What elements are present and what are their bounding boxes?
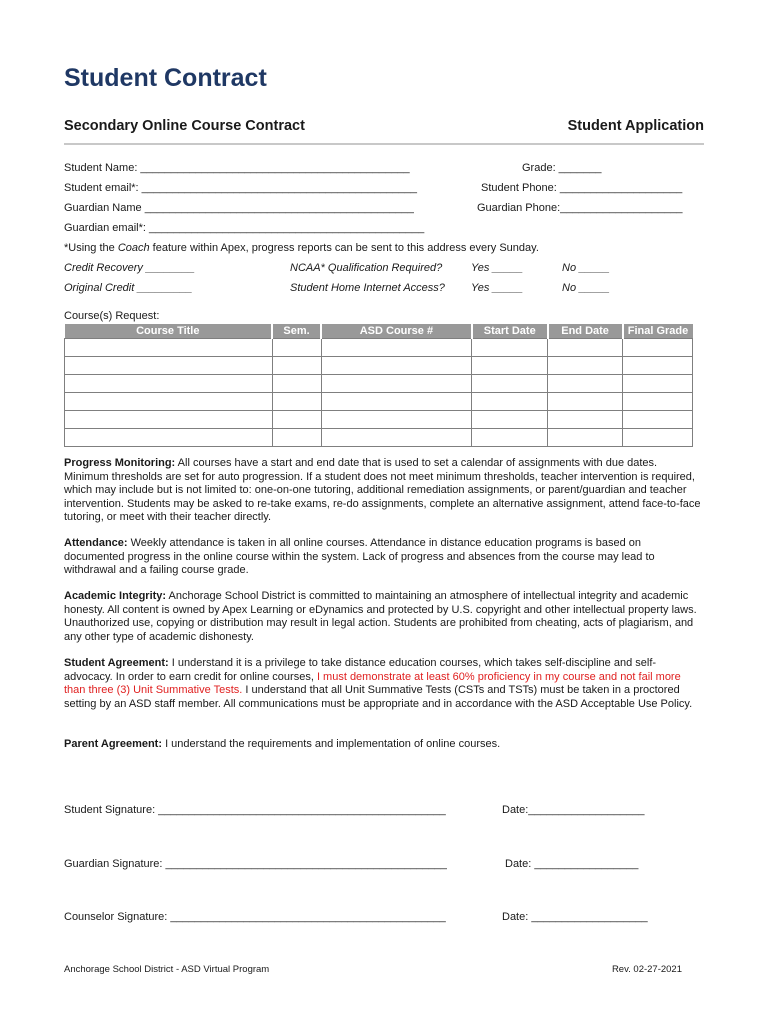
guardian-date-field[interactable]: Date: _________________ bbox=[505, 858, 639, 870]
course-request-table bbox=[64, 324, 693, 447]
application-subtitle: Student Application bbox=[567, 118, 704, 134]
student-name-field[interactable]: Student Name: ____________________________________________ bbox=[64, 162, 410, 174]
courses-label: Course(s) Request: bbox=[64, 310, 160, 322]
table-cell[interactable] bbox=[623, 393, 693, 411]
table-cell[interactable] bbox=[65, 357, 273, 375]
table-cell[interactable] bbox=[321, 411, 472, 429]
table-cell[interactable] bbox=[65, 429, 273, 447]
guardian-signature-field[interactable]: Guardian Signature: ______________________________________________ bbox=[64, 858, 447, 870]
table-cell[interactable] bbox=[472, 375, 548, 393]
table-cell[interactable] bbox=[623, 357, 693, 375]
table-cell[interactable] bbox=[321, 339, 472, 357]
column-semester: Sem. bbox=[272, 324, 321, 339]
parent-agreement-paragraph bbox=[64, 738, 704, 752]
academic-integrity-text: Anchorage School District is committed to maintaining an atmosphere of intellectual integrity and academic honesty. All content is owned by Apex Learning or eDynamics and protected by U.S. copyright and other intellectual property laws. Unauthorized use, copying or distribution may result in legal action. Students are prohibited from cheating, acts of plagiarism, and any other type of academic dishonesty. bbox=[64, 590, 697, 643]
ncaa-no-field[interactable]: No _____ bbox=[562, 262, 610, 274]
ncaa-question: NCAA* Qualification Required? bbox=[290, 262, 443, 274]
table-cell[interactable] bbox=[548, 375, 623, 393]
table-row bbox=[65, 411, 693, 429]
internet-no-field[interactable]: No _____ bbox=[562, 282, 610, 294]
table-cell[interactable] bbox=[272, 339, 321, 357]
student-phone-field[interactable]: Student Phone: ____________________ bbox=[481, 182, 683, 194]
table-cell[interactable] bbox=[65, 339, 273, 357]
table-cell[interactable] bbox=[272, 429, 321, 447]
header-divider bbox=[64, 143, 704, 145]
parent-agreement-text: I understand the requirements and implementation of online courses. bbox=[162, 738, 501, 750]
column-asd-course-number: ASD Course # bbox=[321, 324, 472, 339]
progress-monitoring-text: All courses have a start and end date that is used to set a calendar of assignments with due dates. Minimum thresholds are set for auto progression. If a student does not meet minimum thresholds, teacher intervention is required, which may include but is not limited to: one-on-one tutoring, additional remediation assignments, or parent/guardian and teacher intervention. Students may be asked to re-take exams, re-do assignments, complete an alternative assignment, attend face-to-face tutoring, or meet with their teacher directly. bbox=[64, 457, 701, 524]
counselor-signature-field[interactable]: Counselor Signature: _____________________________________________ bbox=[64, 911, 446, 923]
contract-subtitle: Secondary Online Course Contract bbox=[64, 118, 305, 134]
table-header-row bbox=[65, 324, 693, 339]
page-title: Student Contract bbox=[64, 64, 267, 92]
column-course-title: Course Title bbox=[65, 324, 273, 339]
table-row bbox=[65, 429, 693, 447]
proficiency-requirement: I must demonstrate at least 60% proficiency in my course and not fail more than three (3) Unit Summative Tests. bbox=[64, 670, 681, 697]
column-end-date: End Date bbox=[548, 324, 623, 339]
student-email-field[interactable]: Student email*: _____________________________________________ bbox=[64, 182, 417, 194]
table-cell[interactable] bbox=[548, 429, 623, 447]
footer-revision: Rev. 02-27-2021 bbox=[611, 964, 682, 975]
table-cell[interactable] bbox=[472, 411, 548, 429]
table-cell[interactable] bbox=[472, 357, 548, 375]
table-cell[interactable] bbox=[623, 429, 693, 447]
guardian-email-field[interactable]: Guardian email*: _____________________________________________ bbox=[64, 222, 425, 234]
guardian-name-field[interactable]: Guardian Name ____________________________________________ bbox=[64, 202, 414, 214]
table-row bbox=[65, 357, 693, 375]
table-cell[interactable] bbox=[272, 357, 321, 375]
table-cell[interactable] bbox=[321, 393, 472, 411]
table-cell[interactable] bbox=[65, 411, 273, 429]
table-cell[interactable] bbox=[272, 393, 321, 411]
table-cell[interactable] bbox=[548, 339, 623, 357]
attendance-text: Weekly attendance is taken in all online courses. Attendance in distance education programs is based on documented progress in the online course within the system. Lack of progress and absences from the course may lead to withdrawal and a failing course grade. bbox=[64, 537, 655, 577]
ncaa-yes-field[interactable]: Yes _____ bbox=[471, 262, 523, 274]
parent-agreement-heading: Parent Agreement: bbox=[64, 738, 163, 750]
table-cell[interactable] bbox=[548, 357, 623, 375]
academic-integrity-paragraph bbox=[64, 590, 704, 644]
coach-note-em: Coach bbox=[117, 242, 150, 254]
student-agreement-paragraph bbox=[64, 657, 704, 711]
table-cell[interactable] bbox=[321, 375, 472, 393]
table-row bbox=[65, 339, 693, 357]
progress-monitoring-heading: Progress Monitoring: bbox=[64, 457, 176, 469]
coach-note-post: feature within Apex, progress reports can be sent to this address every Sunday. bbox=[149, 242, 539, 254]
counselor-date-field[interactable]: Date: ___________________ bbox=[502, 911, 648, 923]
coach-note bbox=[64, 242, 539, 254]
table-cell[interactable] bbox=[65, 393, 273, 411]
table-cell[interactable] bbox=[623, 411, 693, 429]
table-cell[interactable] bbox=[548, 411, 623, 429]
table-cell[interactable] bbox=[623, 339, 693, 357]
grade-field[interactable]: Grade: _______ bbox=[522, 162, 602, 174]
table-row bbox=[65, 375, 693, 393]
progress-monitoring-paragraph bbox=[64, 457, 704, 525]
table-cell[interactable] bbox=[321, 357, 472, 375]
coach-note-pre: *Using the bbox=[64, 242, 118, 254]
internet-yes-field[interactable]: Yes _____ bbox=[471, 282, 523, 294]
table-cell[interactable] bbox=[548, 393, 623, 411]
table-cell[interactable] bbox=[321, 429, 472, 447]
internet-question: Student Home Internet Access? bbox=[290, 282, 445, 294]
original-credit-field[interactable]: Original Credit _________ bbox=[64, 282, 193, 294]
table-cell[interactable] bbox=[472, 339, 548, 357]
student-agreement-heading: Student Agreement: bbox=[64, 657, 169, 669]
student-agreement-text-2: I understand that all Unit Summative Tests (CSTs and TSTs) must be taken in a proctored setting by an ASD staff member. All communications must be appropriate and in accordance with the ASD Acceptable Use Policy. bbox=[64, 684, 693, 710]
table-cell[interactable] bbox=[472, 429, 548, 447]
academic-integrity-heading: Academic Integrity: bbox=[64, 590, 167, 602]
column-final-grade: Final Grade bbox=[623, 324, 693, 339]
table-cell[interactable] bbox=[65, 375, 273, 393]
table-cell[interactable] bbox=[472, 393, 548, 411]
student-signature-field[interactable]: Student Signature: _______________________________________________ bbox=[64, 804, 446, 816]
table-cell[interactable] bbox=[623, 375, 693, 393]
footer-program: Anchorage School District - ASD Virtual Program bbox=[64, 964, 270, 975]
table-cell[interactable] bbox=[272, 411, 321, 429]
student-agreement-text: I understand it is a privilege to take distance education courses, which takes self-discipline and self-advocacy. In order to earn credit for online courses, bbox=[64, 657, 657, 683]
attendance-paragraph bbox=[64, 537, 704, 578]
table-row bbox=[65, 393, 693, 411]
student-date-field[interactable]: Date:___________________ bbox=[502, 804, 645, 816]
guardian-phone-field[interactable]: Guardian Phone:____________________ bbox=[477, 202, 683, 214]
attendance-heading: Attendance: bbox=[64, 537, 128, 549]
column-start-date: Start Date bbox=[472, 324, 548, 339]
table-cell[interactable] bbox=[272, 375, 321, 393]
credit-recovery-field[interactable]: Credit Recovery ________ bbox=[64, 262, 195, 274]
